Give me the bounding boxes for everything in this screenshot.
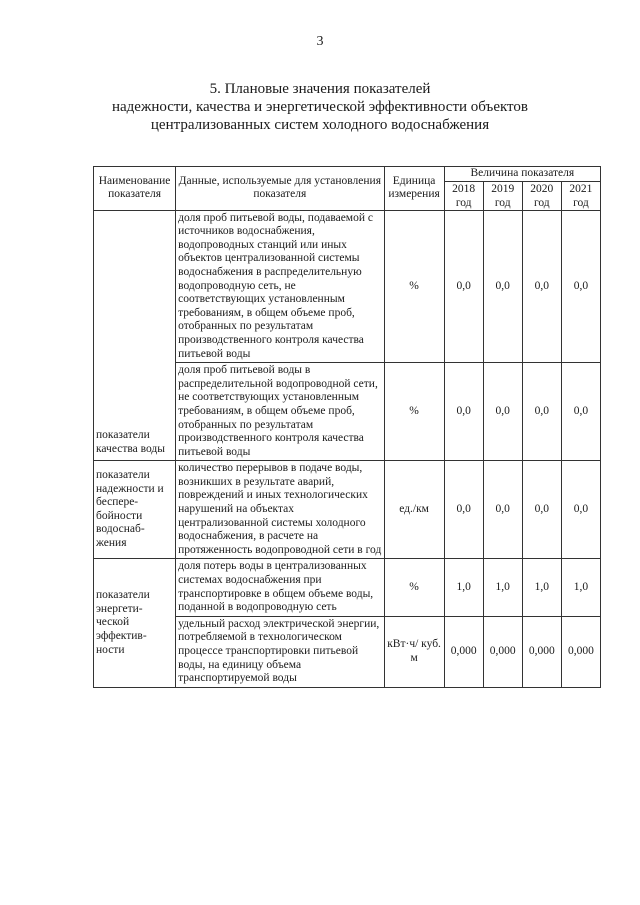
row-description: количество перерывов в подаче воды, возникших в результате аварий, повреждений и иных технологических нарушений на объектах централизованной системы холодного водоснабжения, в расчете на протяженность водопроводной сети в год	[176, 461, 384, 559]
year-number: 2018	[452, 182, 476, 195]
table-row	[94, 559, 601, 616]
value-2018: 0,0	[444, 210, 483, 363]
value-2018: 0,000	[444, 616, 483, 687]
value-2021: 1,0	[561, 559, 600, 616]
header-year-2018	[444, 181, 483, 210]
value-2019: 0,0	[483, 210, 522, 363]
value-2021: 0,0	[561, 461, 600, 559]
value-2018: 1,0	[444, 559, 483, 616]
row-unit: %	[384, 363, 444, 461]
value-2020: 0,0	[522, 363, 561, 461]
value-2020: 0,0	[522, 461, 561, 559]
value-2020: 0,000	[522, 616, 561, 687]
value-2019: 1,0	[483, 559, 522, 616]
year-suffix: год	[494, 196, 511, 209]
table-row	[94, 210, 601, 363]
group-name-reliability: показатели надежности и беспере-бойности водоснаб-жения	[94, 461, 176, 559]
year-suffix: год	[533, 196, 550, 209]
indicators-table	[93, 166, 601, 688]
row-description: удельный расход электрической энергии, потребляемой в технологическом процессе транспортировки питьевой воды, на единицу объема транспортируемой воды	[176, 616, 384, 687]
heading-line-2: надежности, качества и энергетической эффективности объектов	[111, 99, 528, 115]
header-year-2020	[522, 181, 561, 210]
group-name-energy-efficiency: показатели энергети-ческой эффектив-ности	[94, 559, 176, 687]
value-2020: 1,0	[522, 559, 561, 616]
table-header-row	[94, 167, 601, 182]
row-unit: кВт·ч/ куб. м	[384, 616, 444, 687]
row-unit: ед./км	[384, 461, 444, 559]
row-description: доля потерь воды в централизованных системах водоснабжения при транспортировке в общем объеме воды, поданной в водопроводную сеть	[176, 559, 384, 616]
value-2018: 0,0	[444, 461, 483, 559]
year-number: 2020	[530, 182, 554, 195]
row-unit: %	[384, 559, 444, 616]
group-name-water-quality: показатели качества воды	[94, 210, 176, 461]
header-indicator-name: Наименование показателя	[94, 167, 176, 211]
header-source-data: Данные, используемые для установления показателя	[176, 167, 384, 211]
row-description: доля проб питьевой воды в распределительной водопроводной сети, не соответствующих установленным требованиям, в общем объеме проб, отобранных по результатам производственного контроля качества питьевой воды	[176, 363, 384, 461]
year-number: 2019	[491, 182, 515, 195]
header-year-2019	[483, 181, 522, 210]
table-row	[94, 461, 601, 559]
page-number: 3	[316, 34, 324, 49]
value-2021: 0,0	[561, 363, 600, 461]
value-2021: 0,0	[561, 210, 600, 363]
heading-line-1: 5. Плановые значения показателей	[209, 81, 431, 97]
header-value-group: Величина показателя	[444, 167, 600, 182]
row-description: доля проб питьевой воды, подаваемой с источников водоснабжения, водопроводных станций или иных объектов централизованной системы водоснабжения в распределительную водопроводную сеть, не соответствующих установленным требованиям, в общем объеме проб, отобранных по результатам производственного контроля качества питьевой воды	[176, 210, 384, 363]
year-number: 2021	[569, 182, 593, 195]
header-unit: Единица измерения	[384, 167, 444, 211]
document-heading	[0, 80, 640, 134]
value-2018: 0,0	[444, 363, 483, 461]
value-2019: 0,0	[483, 461, 522, 559]
row-unit: %	[384, 210, 444, 363]
value-2020: 0,0	[522, 210, 561, 363]
value-2019: 0,000	[483, 616, 522, 687]
value-2021: 0,000	[561, 616, 600, 687]
year-suffix: год	[573, 196, 589, 209]
value-2019: 0,0	[483, 363, 522, 461]
heading-line-3: централизованных систем холодного водоснабжения	[150, 117, 490, 133]
header-year-2021	[561, 181, 600, 210]
year-suffix: год	[455, 196, 472, 209]
